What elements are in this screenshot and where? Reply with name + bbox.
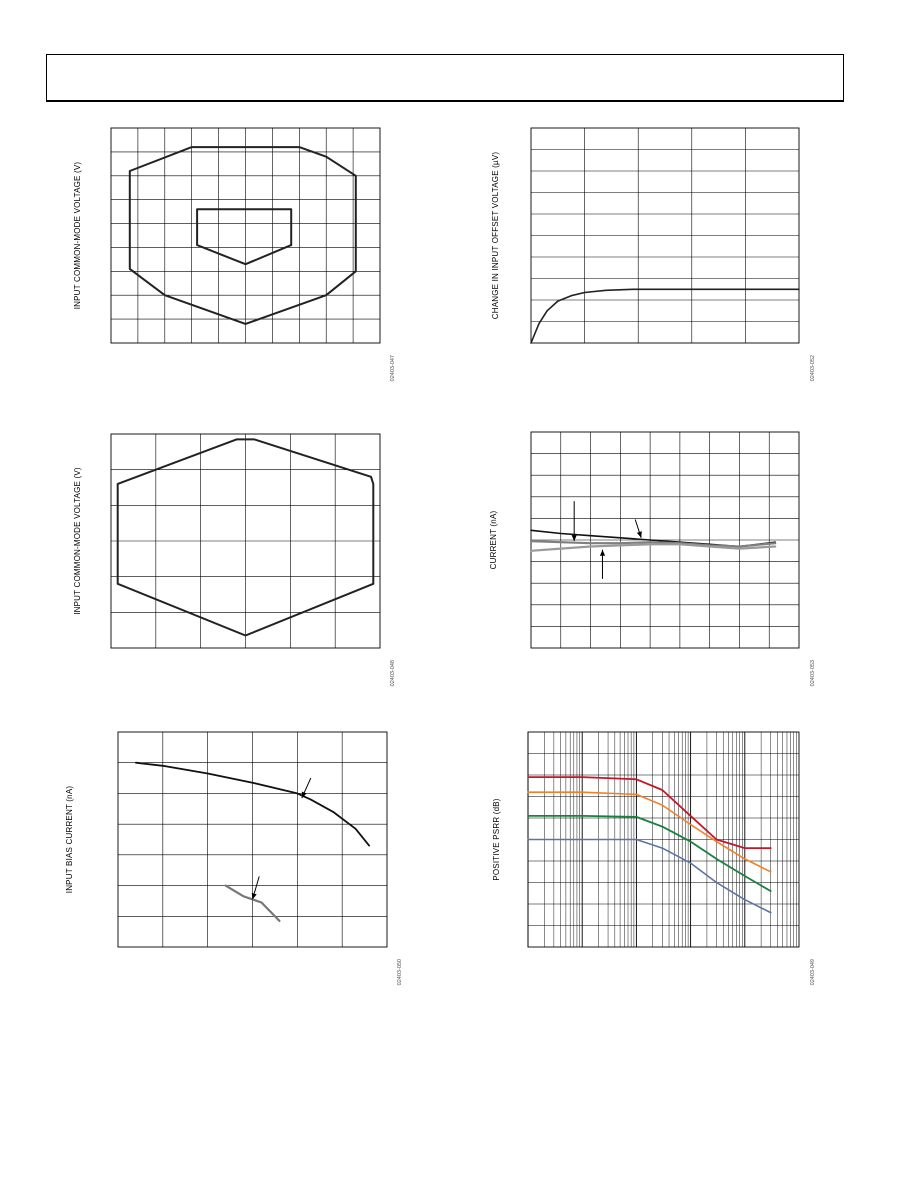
fig6-chart (492, 732, 816, 985)
fig4-ylabel: CURRENT (nA) (489, 510, 498, 570)
fig1-series-1 (197, 209, 291, 264)
fig3-ylabel: INPUT COMMON-MODE VOLTAGE (V) (73, 467, 82, 615)
fig1-series-0 (130, 147, 356, 324)
fig5-grid (118, 732, 387, 947)
fig4-arrowhead-2 (600, 550, 605, 556)
fig2-ylabel: CHANGE IN INPUT OFFSET VOLTAGE (µV) (491, 151, 500, 320)
fig5-ylabel: INPUT BIAS CURRENT (nA) (65, 785, 74, 894)
fig2-figure-code: 02403-052 (810, 355, 816, 382)
fig5-chart (65, 732, 403, 985)
fig3-figure-code: 02403-048 (390, 660, 396, 687)
fig3-chart (73, 434, 396, 686)
fig2-chart (491, 128, 816, 381)
fig1-ylabel: INPUT COMMON-MODE VOLTAGE (V) (73, 161, 82, 310)
fig4-figure-code: 02403-053 (810, 660, 816, 687)
fig1-figure-code: 02403-047 (390, 355, 396, 382)
fig4-arrowhead-1 (637, 531, 642, 538)
fig6-ylabel: POSITIVE PSRR (dB) (492, 798, 501, 881)
fig4-chart (489, 432, 816, 686)
fig2-series-0 (531, 289, 799, 343)
fig1-chart (73, 128, 396, 381)
fig4-series-2 (531, 544, 775, 551)
fig4-grid (531, 432, 799, 648)
fig6-figure-code: 02403-049 (810, 959, 816, 986)
fig5-arrowhead-1 (252, 893, 257, 900)
fig1-grid (111, 128, 380, 343)
fig5-figure-code: 02403-050 (397, 959, 403, 986)
fig6-series-0 (528, 777, 771, 848)
fig6-series-1 (528, 792, 771, 872)
fig6-series-2 (528, 816, 771, 891)
fig2-grid (531, 128, 799, 343)
fig6-series-3 (528, 840, 771, 913)
